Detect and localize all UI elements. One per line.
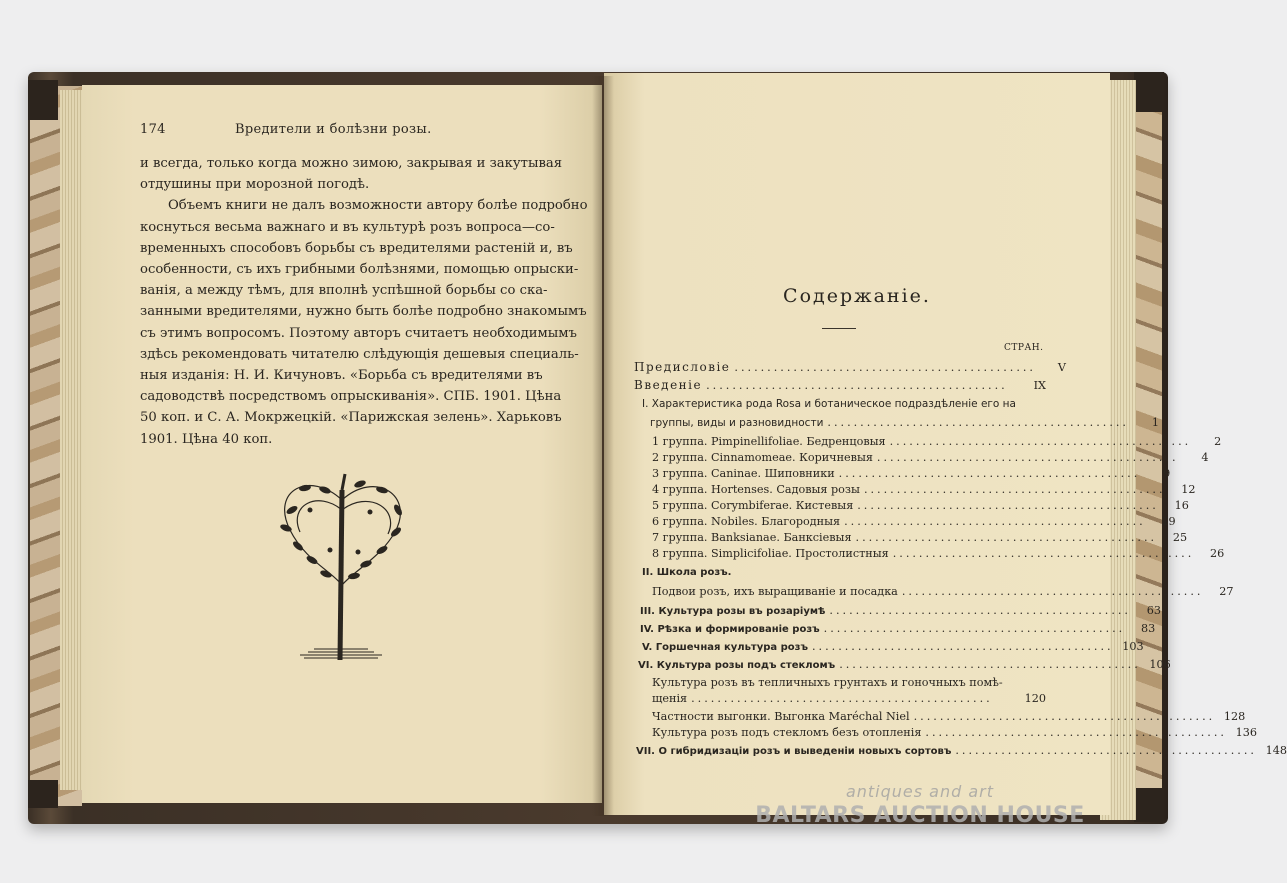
text-line: особенности, съ ихъ грибными болѣзнями, помощью опрыски- (140, 262, 579, 278)
contents-title: Содержаніе. (783, 285, 931, 307)
toc-entry: 3 группа. Caninae. Шиповники .............................................. 9 (652, 467, 1171, 480)
text-line: съ этимъ вопросомъ. Поэтому авторъ считаетъ необходимымъ (140, 325, 577, 341)
toc-entry: 7 группа. Banksianae. Банксіевыя .............................................. 25 (652, 531, 1188, 544)
rose-tree-illustration (270, 470, 420, 660)
running-title: Вредители и болѣзни розы. (235, 122, 432, 137)
toc-entry: Предисловіе .............................................. V (634, 360, 1066, 374)
watermark-brand: BALTARS AUCTION HOUSE (755, 803, 1085, 828)
text-line: отдушины при морозной погодѣ. (140, 177, 370, 193)
text-line: временныхъ способовъ борьбы съ вредителями растеній и, въ (140, 240, 573, 256)
toc-entry: V. Горшечная культура розъ .............................................. 103 (642, 640, 1144, 653)
text-line: и всегда, только когда можно зимою, закрывая и закутывая (140, 156, 563, 171)
text-line: 1901. Цѣна 40 коп. (140, 431, 273, 447)
toc-entry: 1 группа. Pimpinellifoliae. Бедренцовыя .............................................. 2 (652, 435, 1222, 448)
toc-entry: VII. О гибридизаціи розъ и выведеніи новыхъ сортовъ .............................................. 148 (636, 744, 1287, 757)
divider (822, 328, 856, 329)
toc-entry: Культура розъ подъ стекломъ безъ отопленія .............................................. 136 (652, 726, 1257, 739)
body-text (140, 153, 588, 450)
toc-entry: Частности выгонки. Выгонка Maréchal Niel .............................................. 128 (652, 710, 1246, 723)
toc-entry: VI. Культура розы подъ стекломъ .............................................. 106 (638, 658, 1171, 671)
toc-entry: 8 группа. Simplicifoliae. Простолистныя .............................................. 26 (652, 547, 1225, 560)
toc-entry: Введеніе .............................................. IX (634, 378, 1046, 392)
page-column-header: СТРАН. (1004, 343, 1044, 353)
page-number: 174 (140, 122, 166, 137)
toc-entry: I. Характеристика рода Rosa и ботаническое подраздѣленіе его на (642, 398, 1016, 410)
text-line: Объемъ книги не далъ возможности автору болѣе подробно (168, 198, 588, 214)
toc-entry: 4 группа. Hortenses. Садовыя розы .............................................. 12 (652, 483, 1196, 496)
leather-corner (28, 80, 58, 120)
toc-entry: 2 группа. Cinnamomeae. Коричневыя .............................................. 4 (652, 451, 1209, 464)
text-line: ванія, а между тѣмъ, для вполнѣ успѣшной борьбы со ска- (140, 283, 548, 299)
watermark-tagline: antiques and art (845, 782, 995, 801)
right-page (604, 73, 1287, 815)
watermark (720, 782, 1120, 828)
text-line: занными вредителями, нужно быть болѣе подробно знакомымъ (140, 304, 587, 320)
toc-entry: Подвои розъ, ихъ выращиваніе и посадка .............................................. 27 (652, 585, 1234, 598)
toc-entry: IV. Рѣзка и формированіе розъ .............................................. 83 (640, 622, 1156, 635)
leather-corner (1134, 788, 1164, 822)
leather-corner (1134, 72, 1164, 112)
left-page (82, 85, 602, 803)
toc-entry: группы, виды и разновидности .............................................. 1 (650, 416, 1159, 429)
toc-entry: щенія .............................................. 120 (652, 692, 1046, 705)
text-line: здѣсь рекомендовать читателю слѣдующія дешевыя специаль- (140, 346, 579, 362)
leather-corner (28, 780, 58, 808)
toc-entry: III. Культура розы въ розаріумѣ .............................................. 63 (640, 604, 1161, 617)
text-line: 50 коп. и С. А. Мокржецкій. «Парижская зелень». Харьковъ (140, 410, 562, 426)
text-line: садоводствѣ посредствомъ опрыскиванія». СПБ. 1901. Цѣна (140, 389, 562, 405)
text-line: ныя изданія: Н. И. Кичуновъ. «Борьба съ вредителями въ (140, 368, 543, 384)
book-gutter (592, 76, 614, 816)
toc-entry: 6 группа. Nobiles. Благородныя .............................................. 19 (652, 515, 1176, 528)
toc-entry: 5 группа. Corymbiferae. Кистевыя .............................................. 16 (652, 499, 1189, 512)
toc-entry: II. Школа розъ. (642, 567, 732, 578)
text-line: коснуться весьма важнаго и въ культурѣ розъ вопроса—со- (140, 219, 555, 235)
toc-entry: Культура розъ въ тепличныхъ грунтахъ и гоночныхъ помѣ- (652, 676, 1003, 689)
